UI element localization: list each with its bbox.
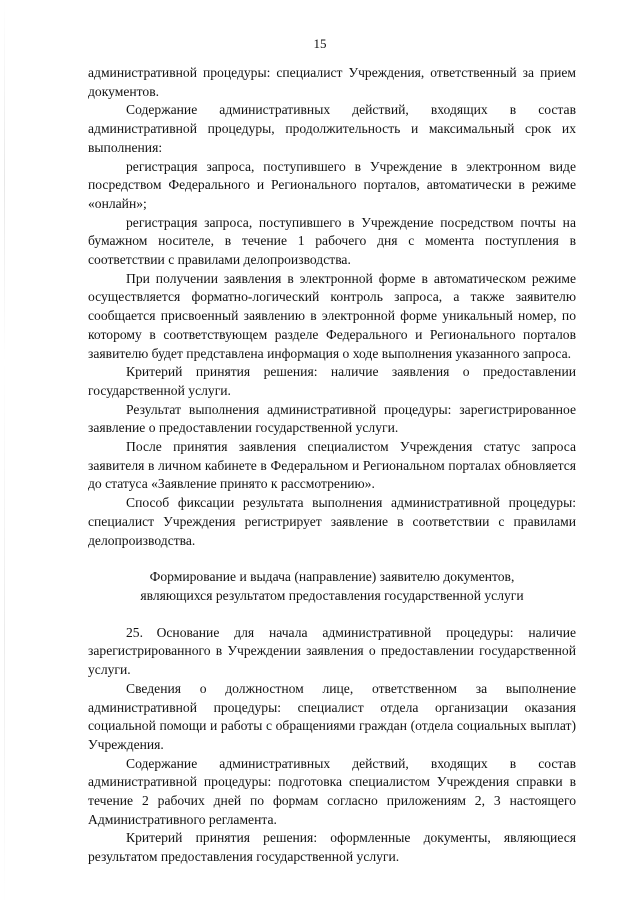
paragraph-electronic-registration: регистрация запроса, поступившего в Учреждение в электронном виде посредством Федерального и Регионального порталов, автоматически в режиме «онлайн»; [88,158,576,211]
paragraph-result-fixation: Способ фиксации результата выполнения административной процедуры: специалист Учреждения регистрирует заявление в соответствии с правилами делопроизводства. [88,495,576,548]
document-body [88,64,576,867]
paragraph-format-logical-control: При получении заявления в электронной форме в автоматическом режиме осуществляется форматно-логический контроль запроса, а также заявителю сообщается присвоенный заявлению в электронной форме уникальный номер, по которому в соответствующем разделе Федерального и Регионального порталов заявителю будет представлена информация о ходе выполнения указанного запроса. [88,270,576,361]
paragraph-decision-criterion-documents: Критерий принятия решения: оформленные документы, являющиеся результатом предоставления государственной услуги. [88,830,576,865]
paragraph-item-25-basis: 25. Основание для начала административной процедуры: наличие зарегистрированного в Учреждении заявления о предоставлении государственной услуги. [88,624,576,678]
section-heading-line-1: Формирование и выдача (направление) заявителю документов, [149,569,515,585]
section-heading-line-2: являющихся результатом предоставления государственной услуги [140,587,524,603]
paragraph-responsible-official-end: административной процедуры: специалист Учреждения, ответственный за прием документов. [88,65,576,99]
page-number: 15 [313,36,327,51]
paragraph-actions-content-certificate: Содержание административных действий, входящих в состав административной процедуры: подготовка специалистом Учреждения справки в течение 2 рабочих дней по формам согласно приложениям 2, 3 настоящего Административного регламента. [88,755,576,827]
paragraph-procedure-result: Результат выполнения административной процедуры: зарегистрированное заявление о предоставлении государственной услуги. [88,401,576,436]
scan-edge-shadow [4,0,5,905]
section-heading [88,568,576,605]
paragraph-actions-content: Содержание административных действий, входящих в состав административной процедуры, продолжительность и максимальный срок их выполнения: [88,102,576,155]
paragraph-status-update: После принятия заявления специалистом Учреждения статус запроса заявителя в личном кабинете в Федеральном и Региональном порталах обновляется до статуса «Заявление принято к рассмотрению». [88,439,576,492]
paragraph-decision-criterion: Критерий принятия решения: наличие заявления о предоставлении государственной услуги. [88,364,576,398]
paragraph-postal-registration: регистрация запроса, поступившего в Учреждение посредством почты на бумажном носителе, в течение 1 рабочего дня с момента поступления в соответствии с правилами делопроизводства. [88,214,576,268]
paragraph-official-info: Сведения о должностном лице, ответственном за выполнение административной процедуры: специалист отдела организации оказания социальной помощи и работы с обращениями граждан (отдела социальных выплат) Учреждения. [88,680,576,752]
